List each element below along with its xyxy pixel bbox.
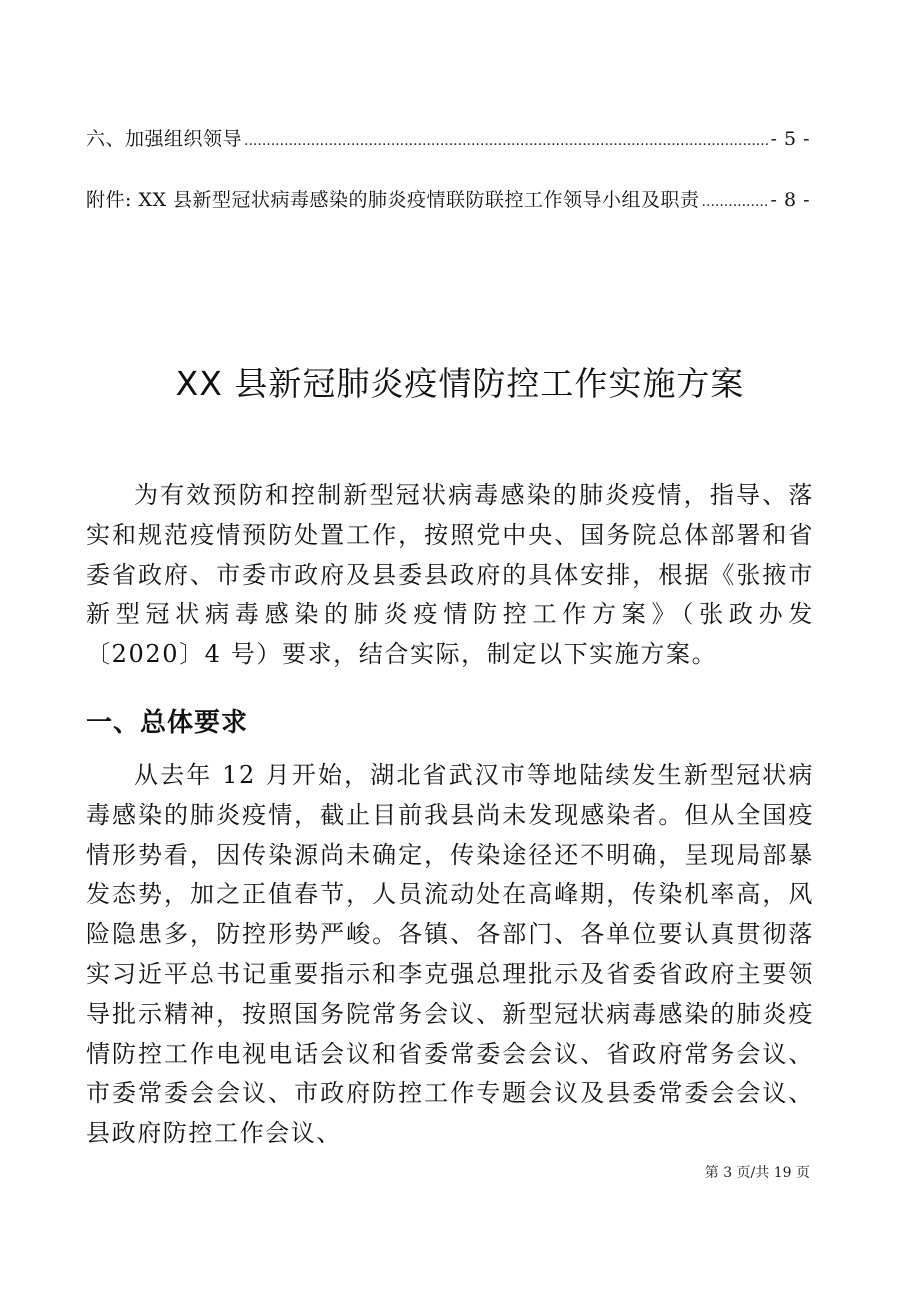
toc-dot-leader [702, 194, 769, 210]
intro-paragraph: 为有效预防和控制新型冠状病毒感染的肺炎疫情，指导、落实和规范疫情预防处置工作，按照党中央、国务院总体部署和省委省政府、市委市政府及县委县政府的具体安排，根据《张掖市新型冠状病毒感染的肺炎疫情防控工作方案》（张政办发〔2020〕4 号）要求，结合实际，制定以下实施方案。 [86, 481, 814, 669]
page-number-footer: 第 3 页/共 19 页 [704, 1165, 810, 1181]
toc-entry-page: - 8 - [770, 189, 810, 211]
toc-entry-title: 附件: XX 县新型冠状病毒感染的肺炎疫情联防联控工作领导小组及职责 [86, 189, 700, 211]
toc-entry-title: 六、加强组织领导 [86, 128, 243, 150]
toc-entry-page: - 5 - [770, 128, 810, 150]
document-title: XX 县新冠肺炎疫情防控工作实施方案 [175, 364, 745, 403]
toc-entry-attachment[interactable] [86, 185, 810, 212]
section-heading-general-requirements: 一、总体要求 [86, 708, 249, 738]
section-body-paragraph: 从去年 12 月开始，湖北省武汉市等地陆续发生新型冠状病毒感染的肺炎疫情，截止目前我县尚未发现感染者。但从全国疫情形势看，因传染源尚未确定，传染途径还不明确，呈现局部暴发态势，加之正值春节，人员流动处在高峰期，传染机率高，风险隐患多，防控形势严峻。各镇、各部门、各单位要认真贯彻落实习近平总书记重要指示和李克强总理批示及省委省政府主要领导批示精神，按照国务院常务会议、新型冠状病毒感染的肺炎疫情防控工作电视电话会议和省委常委会会议、省政府常务会议、市委常委会会议、市政府防控工作专题会议及县委常委会会议、县政府防控工作会议、 [86, 761, 814, 1148]
toc-entry-organization[interactable] [86, 124, 810, 151]
toc-dot-leader [244, 133, 768, 149]
